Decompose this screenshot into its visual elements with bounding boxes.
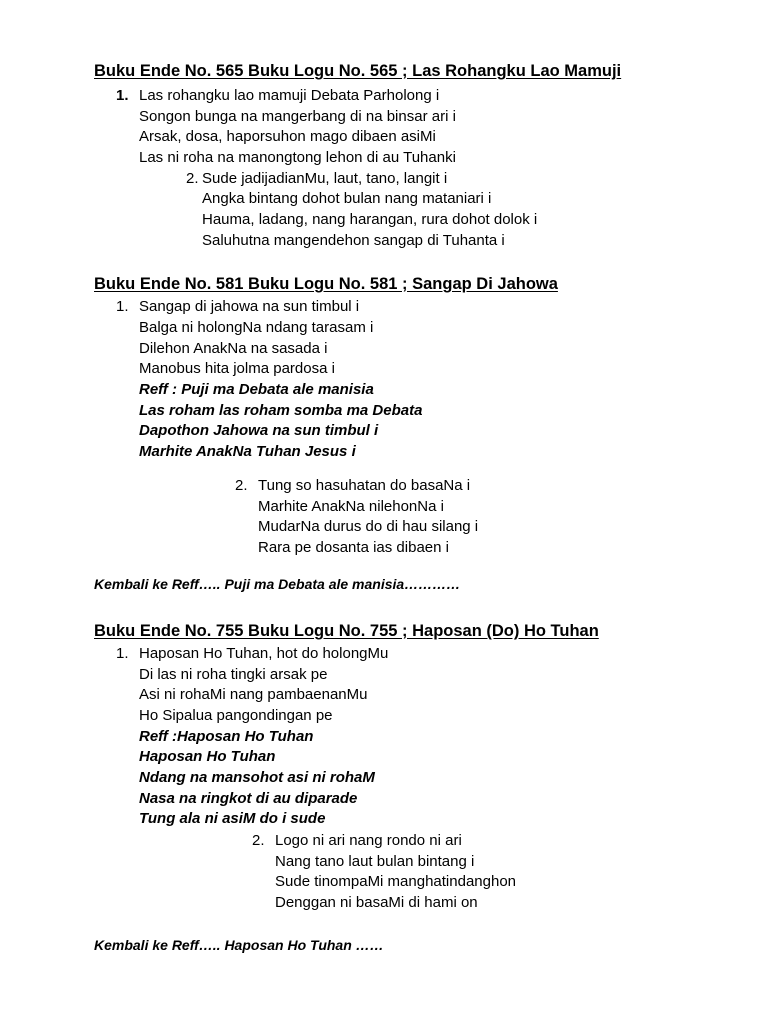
- lyric-line: Nang tano laut bulan bintang i: [275, 853, 475, 870]
- verse-number: 2.: [235, 477, 248, 494]
- refrain-line: Haposan Ho Tuhan: [139, 748, 276, 765]
- lyric-line: Arsak, dosa, haporsuhon mago dibaen asiMi: [139, 128, 436, 145]
- song-heading: Buku Ende No. 755 Buku Logu No. 755 ; Haposan (Do) Ho Tuhan: [94, 622, 599, 640]
- lyric-line: Manobus hita jolma pardosa i: [139, 360, 335, 377]
- lyric-line: Angka bintang dohot bulan nang mataniari i: [202, 190, 492, 207]
- lyric-line: Di las ni roha tingki arsak pe: [139, 666, 328, 683]
- lyric-line: Songon bunga na mangerbang di na binsar ari i: [139, 108, 456, 125]
- refrain-line: Las roham las roham somba ma Debata: [139, 402, 423, 419]
- refrain-line: Reff :Haposan Ho Tuhan: [139, 728, 314, 745]
- refrain-line: Dapothon Jahowa na sun timbul i: [139, 422, 379, 439]
- lyric-line: Saluhutna mangendehon sangap di Tuhanta i: [202, 232, 505, 249]
- lyric-line: Las rohangku lao mamuji Debata Parholong i: [139, 87, 440, 104]
- lyric-line: Logo ni ari nang rondo ni ari: [275, 832, 462, 849]
- lyric-line: Sude jadijadianMu, laut, tano, langit i: [202, 170, 448, 187]
- verse-number: 1.: [116, 298, 129, 315]
- lyric-line: Rara pe dosanta ias dibaen i: [258, 539, 449, 556]
- lyric-line: MudarNa durus do di hau silang i: [258, 518, 479, 535]
- verse-number: 1.: [116, 87, 129, 104]
- lyric-line: Haposan Ho Tuhan, hot do holongMu: [139, 645, 389, 662]
- lyric-line: Sangap di jahowa na sun timbul i: [139, 298, 360, 315]
- lyric-line: Las ni roha na manongtong lehon di au Tuhanki: [139, 149, 456, 166]
- lyric-line: Hauma, ladang, nang harangan, rura dohot dolok i: [202, 211, 538, 228]
- lyric-line: Denggan ni basaMi di hami on: [275, 894, 478, 911]
- lyric-line: Marhite AnakNa nilehonNa i: [258, 498, 444, 515]
- lyric-line: Balga ni holongNa ndang tarasam i: [139, 319, 374, 336]
- lyric-line: Tung so hasuhatan do basaNa i: [258, 477, 471, 494]
- lyric-line: Dilehon AnakNa na sasada i: [139, 340, 328, 357]
- verse-number: 1.: [116, 645, 129, 662]
- return-to-refrain: Kembali ke Reff….. Puji ma Debata ale manisia…………: [94, 576, 461, 592]
- refrain-line: Nasa na ringkot di au diparade: [139, 790, 358, 807]
- verse-number: 2.: [252, 832, 265, 849]
- return-to-refrain: Kembali ke Reff….. Haposan Ho Tuhan ……: [94, 937, 384, 953]
- lyric-line: Ho Sipalua pangondingan pe: [139, 707, 333, 724]
- lyric-line: Asi ni rohaMi nang pambaenanMu: [139, 686, 368, 703]
- song-heading: Buku Ende No. 581 Buku Logu No. 581 ; Sangap Di Jahowa: [94, 275, 558, 293]
- refrain-line: Marhite AnakNa Tuhan Jesus i: [139, 443, 356, 460]
- refrain-line: Reff : Puji ma Debata ale manisia: [139, 381, 374, 398]
- refrain-line: Tung ala ni asiM do i sude: [139, 810, 326, 827]
- lyric-line: Sude tinompaMi manghatindanghon: [275, 873, 517, 890]
- refrain-line: Ndang na mansohot asi ni rohaM: [139, 769, 375, 786]
- song-heading: Buku Ende No. 565 Buku Logu No. 565 ; Las Rohangku Lao Mamuji: [94, 62, 622, 80]
- verse-number: 2.: [186, 170, 199, 187]
